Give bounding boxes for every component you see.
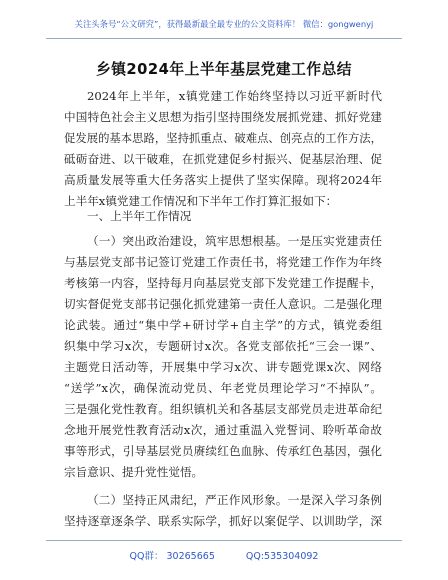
body-line: 念地开展党性教育活动x次，通过重温入党誓词、聆听革命故 <box>64 423 382 437</box>
intro-line: 上半年x镇党建工作情况和下半年工作打算汇报如下： <box>64 194 338 208</box>
section1-paragraph <box>64 231 382 483</box>
body-line: 事等形式，引导基层党员赓续红色血脉、传承红色基因，强化 <box>64 444 382 458</box>
section-heading: 一、上半年工作情况 <box>87 209 192 223</box>
body-line: 织集中学习x次，专题研讨x次。各党支部依托“三会一课”、 <box>64 339 382 353</box>
body-line: 坚持逐章逐条学、联系实际学，抓好以案促学、以训助学，深 <box>64 514 382 528</box>
body-line: 论武装。通过“集中学+研讨学+自主学”的方式，镇党委组 <box>64 318 382 332</box>
header-notice: 关注头条号“公文研究”，获得最新最全最专业的公文资料库！ 微信：gongwenyj <box>74 19 374 29</box>
body-line: 切实督促党支部书记强化抓党建第一责任人意识。二是强化理 <box>64 297 382 311</box>
body-line: 宗旨意识、提升党性觉悟。 <box>64 465 204 479</box>
body-line: 三是强化党性教育。组织镇机关和各基层支部党员走进革命纪 <box>64 402 382 416</box>
intro-line: 2024年上半年，x镇党建工作始终坚持以习近平新时代 <box>87 89 382 103</box>
body-line: “送学”x次，确保流动党员、年老党员理论学习“不掉队”。 <box>64 381 382 395</box>
body-line: 与基层党支部书记签订党建工作责任书，将党建工作作为年终 <box>64 255 382 269</box>
section2-paragraph <box>64 490 382 532</box>
footer-divider <box>46 540 402 541</box>
footer-qq: QQ:535304092 <box>245 551 319 562</box>
body-line: 考核第一内容，坚持每月向基层党支部下发党建工作提醒卡， <box>64 276 382 290</box>
footer-contact <box>0 548 448 562</box>
intro-line: 中国特色社会主义思想为指引坚持围绕发展抓党建、抓好党建 <box>64 110 382 124</box>
body-line: 主题党日活动等，开展集中学习x次、讲专题党课x次、网络 <box>64 360 382 374</box>
header-divider <box>46 38 402 39</box>
intro-line: 砥砺奋进、以干破难，在抓党建促乡村振兴、促基层治理、促 <box>64 152 382 166</box>
body-line: （一）突出政治建设，筑牢思想根基。一是压实党建责任 <box>87 234 382 248</box>
footer-qq-group: QQ群： 30265665 <box>129 551 215 562</box>
intro-line: 促发展的基本思路，坚持抓重点、破难点、创亮点的工作方法， <box>64 131 382 145</box>
document-title: 乡镇2024年上半年基层党建工作总结 <box>95 61 353 78</box>
intro-line: 高质量发展等重大任务落实上提供了坚实保障。现将2024年 <box>64 173 382 187</box>
body-line: （二）坚持正风肃纪，严正作风形象。一是深入学习条例 <box>87 493 382 507</box>
intro-paragraph <box>64 86 382 212</box>
